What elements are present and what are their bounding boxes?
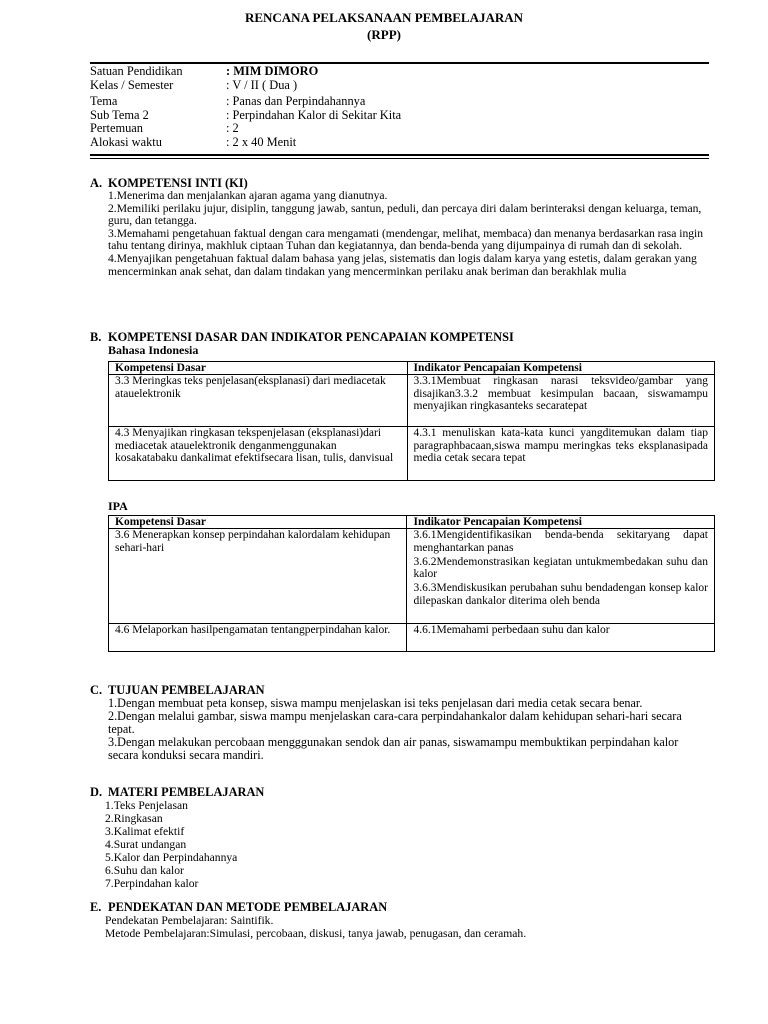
subject-label-ipa: IPA [108, 499, 128, 513]
info-label: Kelas / Semester [90, 77, 174, 92]
table-row [109, 529, 715, 624]
document-title: RENCANA PELAKSANAAN PEMBELAJARAN [244, 10, 524, 25]
section-title: MATERI PEMBELAJARAN [108, 785, 265, 799]
tujuan-item: 3.Dengan melakukan percobaan mengggunakan sendok dan air panas, siswamampu membuktikan perpindahan kalor secara konduksi secara mandiri. [108, 735, 679, 762]
top-rule [90, 62, 709, 64]
section-title: KOMPETENSI DASAR DAN INDIKATOR PENCAPAIAN KOMPETENSI [108, 330, 514, 344]
section-kompetensi-inti [90, 177, 710, 278]
info-row [90, 65, 710, 79]
table-header-row [109, 362, 715, 375]
info-value: : 2 [226, 121, 239, 136]
tujuan-item: 2.Dengan melalui gambar, siswa mampu menjelaskan cara-cara perpindahankalor dalam kehidupan sehari-hari secara tepat. [108, 709, 682, 736]
ipk-cell: 3.3.1Membuat ringkasan narasi teksvideo/gambar yang disajikan3.3.2 membuat kesimpulan bacaan, siswamampu menyajikan ringkasanteks secaratepat [407, 375, 715, 427]
column-header: Kompetensi Dasar [109, 516, 407, 529]
kd-cell: 4.3 Menyajikan ringkasan tekspenjelasan (eksplanasi)dari mediacetak atauelektronik denganmenggunakan kosakatabaku dankalimat efektifsecara lisan, tulis, danvisual [109, 427, 408, 481]
ki-list [90, 190, 710, 278]
info-rule-1 [90, 154, 709, 156]
metode-text: Metode Pembelajaran:Simulasi, percobaan, diskusi, tanya jawab, penugasan, dan ceramah. [105, 927, 527, 940]
ipk-cell: 4.3.1 menuliskan kata-kata kunci yangditemukan dalam tiap paragraphbacaan,siswa mampu meringkas teks eksplanasipada media cetak secara tepat [407, 427, 715, 481]
ipk-item: 3.6.3Mendiskusikan perubahan suhu bendadengan konsep kalor dilepaskan dankalor diterima oleh benda [413, 582, 708, 607]
list-item: 1.Teks Penjelasan [105, 799, 188, 812]
section-title: PENDEKATAN DAN METODE PEMBELAJARAN [108, 900, 388, 914]
info-value: : Perpindahan Kalor di Sekitar Kita [226, 107, 402, 122]
materi-list [90, 799, 710, 890]
column-header: Indikator Pencapaian Kompetensi [407, 362, 715, 375]
info-label: Satuan Pendidikan [90, 64, 183, 78]
section-tujuan [90, 684, 710, 762]
section-number: A. [90, 176, 103, 190]
table-row [109, 375, 715, 427]
tujuan-list [90, 697, 710, 762]
pendekatan-text: Pendekatan Pembelajaran: Saintifik. [105, 914, 274, 927]
section-number: E. [90, 900, 102, 914]
info-label: Alokasi waktu [90, 134, 162, 149]
bahasa-table [108, 361, 715, 481]
identity-block [90, 65, 710, 150]
info-value: : 2 x 40 Menit [226, 134, 297, 149]
section-number: B. [90, 330, 102, 344]
ki-item: 3.Memahami pengetahuan faktual dengan cara mengamati (mendengar, melihat, membaca) dan menanya berdasarkan rasa ingin tahu tentang dirinya, makhluk ciptaan Tuhan dan kegiatannya, dan benda-benda yang dijumpainya di rumah dan di sekolah. [108, 226, 704, 253]
document-subtitle: (RPP) [367, 27, 401, 42]
section-pendekatan [90, 901, 710, 940]
ki-item: 1.Menerima dan menjalankan ajaran agama yang dianutnya. [108, 189, 388, 202]
subject-label-bahasa: Bahasa Indonesia [108, 343, 199, 357]
list-item: 2.Ringkasan [105, 812, 163, 825]
info-label: Pertemuan [90, 121, 143, 136]
ki-item: 4.Menyajikan pengetahuan faktual dalam bahasa yang jelas, sistematis dan logis dalam karya yang estetis, dalam gerakan yang mencerminkan anak sehat, dan dalam tindakan yang mencerminkan perilaku anak beriman dan berakhlak mulia [108, 251, 697, 278]
list-item: 3.Kalimat efektif [105, 825, 185, 838]
ipa-block [90, 500, 710, 513]
table-header-row [109, 516, 715, 529]
ipk-item: 3.6.2Mendemonstrasikan kegiatan untukmembedakan suhu dan kalor [413, 555, 708, 581]
section-kompetensi-dasar [90, 331, 710, 357]
info-label: Sub Tema 2 [90, 107, 149, 122]
info-rule-2 [90, 158, 709, 159]
section-number: D. [90, 785, 103, 799]
info-value: : MIM DIMORO [226, 64, 319, 78]
table-row [109, 624, 715, 652]
info-row [90, 95, 710, 109]
section-title: TUJUAN PEMBELAJARAN [108, 683, 265, 697]
info-row [90, 136, 710, 150]
table-row [109, 427, 715, 481]
info-value: : Panas dan Perpindahannya [226, 94, 366, 109]
list-item: 4.Surat undangan [105, 838, 187, 851]
kd-cell: 4.6 Melaporkan hasilpengamatan tentangperpindahan kalor. [109, 624, 407, 652]
ki-item: 2.Memiliki perilaku jujur, disiplin, tanggung jawab, santun, peduli, dan percaya diri dalam berinteraksi dengan keluarga, teman, guru, dan tetangga. [108, 201, 702, 228]
column-header: Kompetensi Dasar [109, 362, 408, 375]
section-title: KOMPETENSI INTI (KI) [108, 176, 248, 190]
info-row [90, 79, 710, 93]
ipk-item: 3.6.1Mengidentifikasikan benda-benda sekitaryang dapat menghantarkan panas [413, 529, 708, 554]
info-row [90, 122, 710, 136]
info-value: : V / II ( Dua ) [226, 77, 298, 92]
column-header: Indikator Pencapaian Kompetensi [407, 516, 715, 529]
ipk-cell [407, 529, 715, 624]
info-label: Tema [90, 94, 118, 109]
list-item: 6.Suhu dan kalor [105, 864, 184, 877]
list-item: 7.Perpindahan kalor [105, 877, 199, 890]
ipk-item: 4.6.1Memahami perbedaan suhu dan kalor [413, 624, 610, 637]
section-heading [90, 786, 710, 799]
section-heading [90, 901, 710, 914]
info-row [90, 109, 710, 123]
section-materi [90, 786, 710, 890]
ipk-cell [407, 624, 715, 652]
kd-cell: 3.3 Meringkas teks penjelasan(eksplanasi) dari mediacetak atauelektronik [109, 375, 408, 427]
section-number: C. [90, 683, 103, 697]
ipa-table [108, 515, 715, 652]
tujuan-item: 1.Dengan membuat peta konsep, siswa mampu menjelaskan isi teks penjelasan dari media cetak secara benar. [108, 696, 643, 710]
kd-cell: 3.6 Menerapkan konsep perpindahan kalordalam kehidupan sehari-hari [109, 529, 407, 624]
list-item: 5.Kalor dan Perpindahannya [105, 851, 238, 864]
